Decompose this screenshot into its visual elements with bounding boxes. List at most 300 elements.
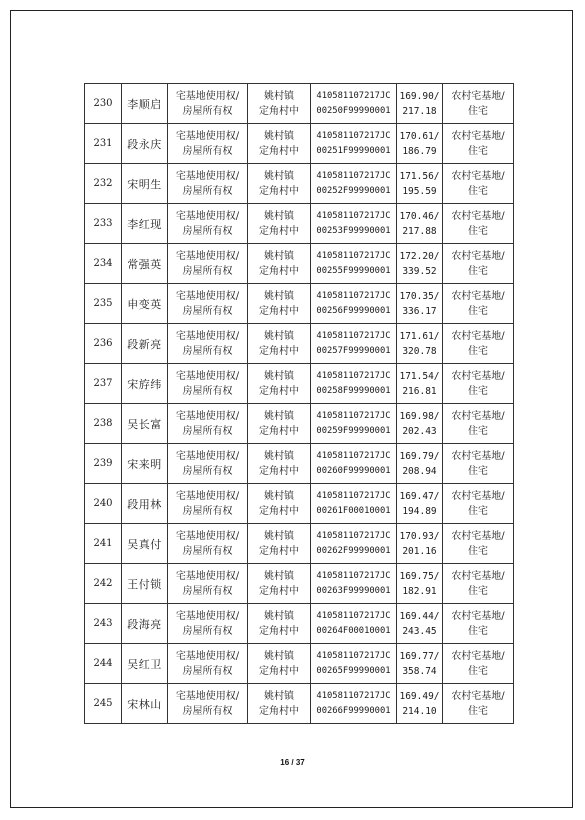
location-line: 姚村镇 bbox=[264, 130, 294, 142]
land-use-line: 农村宅基地/ bbox=[451, 210, 505, 222]
area-line: 217.88 bbox=[402, 225, 437, 237]
unit-code-line: 410581107217JC bbox=[316, 530, 391, 541]
area bbox=[397, 204, 443, 244]
unit-code-line: 00256F99990001 bbox=[316, 305, 391, 316]
land-use-line: 住宅 bbox=[468, 185, 488, 197]
right-type bbox=[168, 164, 248, 204]
location bbox=[248, 204, 311, 244]
unit-code-line: 00260F99990001 bbox=[316, 465, 391, 476]
right-type-line: 宅基地使用权/ bbox=[175, 250, 240, 262]
owner-name bbox=[122, 324, 168, 364]
right-type bbox=[168, 564, 248, 604]
owner-name bbox=[122, 364, 168, 404]
location-line: 定角村中 bbox=[259, 225, 299, 237]
unit-code-line: 410581107217JC bbox=[316, 650, 391, 661]
land-use bbox=[443, 284, 514, 324]
location bbox=[248, 524, 311, 564]
owner-name bbox=[122, 684, 168, 724]
table-row bbox=[85, 484, 514, 524]
row-number-text: 243 bbox=[93, 618, 113, 629]
unit-code-line: 00252F99990001 bbox=[316, 185, 391, 196]
right-type bbox=[168, 284, 248, 324]
row-number bbox=[85, 204, 122, 244]
area-line: 202.43 bbox=[402, 425, 437, 437]
right-type bbox=[168, 364, 248, 404]
location bbox=[248, 324, 311, 364]
row-number bbox=[85, 524, 122, 564]
land-use-line: 农村宅基地/ bbox=[451, 330, 505, 342]
area bbox=[397, 244, 443, 284]
unit-code bbox=[311, 604, 397, 644]
location-line: 定角村中 bbox=[259, 705, 299, 717]
land-use bbox=[443, 604, 514, 644]
area-line: 182.91 bbox=[402, 585, 437, 597]
right-type-line: 房屋所有权 bbox=[182, 145, 233, 157]
location bbox=[248, 684, 311, 724]
area-line: 169.79/ bbox=[399, 450, 440, 462]
land-use-line: 住宅 bbox=[468, 465, 488, 477]
right-type-line: 宅基地使用权/ bbox=[175, 690, 240, 702]
owner-name-text: 申变英 bbox=[127, 297, 162, 311]
owner-name bbox=[122, 484, 168, 524]
location-line: 定角村中 bbox=[259, 585, 299, 597]
land-use-line: 农村宅基地/ bbox=[451, 250, 505, 262]
area bbox=[397, 444, 443, 484]
row-number bbox=[85, 244, 122, 284]
location-line: 定角村中 bbox=[259, 465, 299, 477]
land-use-line: 农村宅基地/ bbox=[451, 610, 505, 622]
row-number bbox=[85, 604, 122, 644]
right-type-line: 房屋所有权 bbox=[182, 385, 233, 397]
area-line: 169.44/ bbox=[399, 610, 440, 622]
table-row bbox=[85, 364, 514, 404]
unit-code-line: 00263F99990001 bbox=[316, 585, 391, 596]
table-row bbox=[85, 324, 514, 364]
land-use-line: 住宅 bbox=[468, 225, 488, 237]
unit-code-line: 00255F99990001 bbox=[316, 265, 391, 276]
row-number-text: 233 bbox=[93, 218, 113, 229]
unit-code bbox=[311, 644, 397, 684]
location bbox=[248, 84, 311, 124]
area-line: 195.59 bbox=[402, 185, 437, 197]
right-type-line: 房屋所有权 bbox=[182, 185, 233, 197]
area bbox=[397, 404, 443, 444]
page-number: 16 / 37 bbox=[280, 758, 305, 767]
land-use bbox=[443, 444, 514, 484]
location-line: 定角村中 bbox=[259, 505, 299, 517]
row-number bbox=[85, 124, 122, 164]
unit-code bbox=[311, 84, 397, 124]
owner-name-text: 吴长富 bbox=[127, 417, 162, 431]
location-line: 姚村镇 bbox=[264, 370, 294, 382]
land-use-line: 住宅 bbox=[468, 145, 488, 157]
land-use bbox=[443, 124, 514, 164]
owner-name-text: 段新亮 bbox=[127, 337, 162, 351]
right-type bbox=[168, 244, 248, 284]
right-type bbox=[168, 684, 248, 724]
right-type-line: 宅基地使用权/ bbox=[175, 170, 240, 182]
land-use-line: 住宅 bbox=[468, 585, 488, 597]
unit-code-line: 410581107217JC bbox=[316, 90, 391, 101]
location bbox=[248, 444, 311, 484]
area bbox=[397, 524, 443, 564]
row-number bbox=[85, 684, 122, 724]
unit-code bbox=[311, 564, 397, 604]
location-line: 姚村镇 bbox=[264, 490, 294, 502]
area bbox=[397, 364, 443, 404]
location-line: 姚村镇 bbox=[264, 410, 294, 422]
location-line: 定角村中 bbox=[259, 665, 299, 677]
right-type-line: 宅基地使用权/ bbox=[175, 530, 240, 542]
unit-code-line: 410581107217JC bbox=[316, 370, 391, 381]
land-use bbox=[443, 204, 514, 244]
location-line: 姚村镇 bbox=[264, 650, 294, 662]
unit-code-line: 410581107217JC bbox=[316, 410, 391, 421]
location bbox=[248, 644, 311, 684]
owner-name bbox=[122, 524, 168, 564]
unit-code-line: 00262F99990001 bbox=[316, 545, 391, 556]
location bbox=[248, 484, 311, 524]
area-line: 243.45 bbox=[402, 625, 437, 637]
area-line: 171.56/ bbox=[399, 170, 440, 182]
owner-name-text: 宋林山 bbox=[127, 697, 162, 711]
land-use bbox=[443, 684, 514, 724]
land-use-line: 住宅 bbox=[468, 385, 488, 397]
land-use bbox=[443, 84, 514, 124]
row-number-text: 235 bbox=[93, 298, 113, 309]
unit-code bbox=[311, 444, 397, 484]
right-type-line: 房屋所有权 bbox=[182, 105, 233, 117]
row-number-text: 231 bbox=[93, 138, 113, 149]
row-number bbox=[85, 644, 122, 684]
land-use-line: 住宅 bbox=[468, 425, 488, 437]
right-type-line: 房屋所有权 bbox=[182, 265, 233, 277]
table-row bbox=[85, 684, 514, 724]
table-row bbox=[85, 164, 514, 204]
right-type-line: 房屋所有权 bbox=[182, 345, 233, 357]
land-use-line: 农村宅基地/ bbox=[451, 130, 505, 142]
land-use bbox=[443, 524, 514, 564]
land-use-line: 住宅 bbox=[468, 345, 488, 357]
owner-name bbox=[122, 284, 168, 324]
location-line: 姚村镇 bbox=[264, 690, 294, 702]
land-use-line: 住宅 bbox=[468, 545, 488, 557]
right-type-line: 宅基地使用权/ bbox=[175, 290, 240, 302]
location-line: 定角村中 bbox=[259, 345, 299, 357]
row-number-text: 238 bbox=[93, 418, 113, 429]
owner-name-text: 段海亮 bbox=[127, 617, 162, 631]
right-type-line: 房屋所有权 bbox=[182, 545, 233, 557]
owner-name-text: 段永庆 bbox=[127, 137, 162, 151]
row-number bbox=[85, 404, 122, 444]
unit-code-line: 410581107217JC bbox=[316, 450, 391, 461]
area bbox=[397, 84, 443, 124]
area-line: 170.93/ bbox=[399, 530, 440, 542]
right-type-line: 宅基地使用权/ bbox=[175, 610, 240, 622]
land-use-line: 农村宅基地/ bbox=[451, 450, 505, 462]
right-type bbox=[168, 124, 248, 164]
area-line: 208.94 bbox=[402, 465, 437, 477]
area bbox=[397, 564, 443, 604]
right-type-line: 宅基地使用权/ bbox=[175, 210, 240, 222]
area-line: 171.61/ bbox=[399, 330, 440, 342]
location bbox=[248, 284, 311, 324]
unit-code bbox=[311, 364, 397, 404]
right-type-line: 房屋所有权 bbox=[182, 225, 233, 237]
right-type-line: 宅基地使用权/ bbox=[175, 490, 240, 502]
location-line: 定角村中 bbox=[259, 185, 299, 197]
row-number bbox=[85, 324, 122, 364]
right-type bbox=[168, 524, 248, 564]
area bbox=[397, 684, 443, 724]
right-type-line: 宅基地使用权/ bbox=[175, 130, 240, 142]
row-number-text: 234 bbox=[93, 258, 113, 269]
owner-name-text: 王付锁 bbox=[127, 577, 162, 591]
location-line: 定角村中 bbox=[259, 425, 299, 437]
owner-name bbox=[122, 84, 168, 124]
unit-code bbox=[311, 484, 397, 524]
right-type-line: 宅基地使用权/ bbox=[175, 370, 240, 382]
location-line: 定角村中 bbox=[259, 545, 299, 557]
location-line: 姚村镇 bbox=[264, 290, 294, 302]
table-row bbox=[85, 644, 514, 684]
land-use-line: 住宅 bbox=[468, 105, 488, 117]
area-line: 320.78 bbox=[402, 345, 437, 357]
location-line: 姚村镇 bbox=[264, 170, 294, 182]
unit-code-line: 00257F99990001 bbox=[316, 345, 391, 356]
owner-name-text: 常强英 bbox=[127, 257, 162, 271]
row-number-text: 237 bbox=[93, 378, 113, 389]
land-use bbox=[443, 244, 514, 284]
unit-code-line: 00251F99990001 bbox=[316, 145, 391, 156]
unit-code-line: 00265F99990001 bbox=[316, 665, 391, 676]
land-use bbox=[443, 404, 514, 444]
location-line: 姚村镇 bbox=[264, 530, 294, 542]
land-use bbox=[443, 324, 514, 364]
owner-name-text: 宋斿纬 bbox=[127, 377, 162, 391]
right-type-line: 宅基地使用权/ bbox=[175, 650, 240, 662]
area bbox=[397, 324, 443, 364]
right-type bbox=[168, 484, 248, 524]
table-row bbox=[85, 284, 514, 324]
right-type bbox=[168, 444, 248, 484]
owner-name bbox=[122, 564, 168, 604]
row-number-text: 230 bbox=[93, 98, 113, 109]
row-number bbox=[85, 484, 122, 524]
owner-name bbox=[122, 204, 168, 244]
owner-name bbox=[122, 124, 168, 164]
row-number bbox=[85, 444, 122, 484]
right-type bbox=[168, 84, 248, 124]
land-use-line: 农村宅基地/ bbox=[451, 170, 505, 182]
area-line: 336.17 bbox=[402, 305, 437, 317]
table-row bbox=[85, 604, 514, 644]
area-line: 170.46/ bbox=[399, 210, 440, 222]
area-line: 358.74 bbox=[402, 665, 437, 677]
area-line: 169.47/ bbox=[399, 490, 440, 502]
owner-name bbox=[122, 644, 168, 684]
area-line: 172.20/ bbox=[399, 250, 440, 262]
right-type-line: 房屋所有权 bbox=[182, 625, 233, 637]
row-number-text: 236 bbox=[93, 338, 113, 349]
row-number-text: 245 bbox=[93, 698, 113, 709]
location-line: 定角村中 bbox=[259, 265, 299, 277]
row-number-text: 239 bbox=[93, 458, 113, 469]
row-number-text: 241 bbox=[93, 538, 113, 549]
owner-name-text: 李红现 bbox=[127, 217, 162, 231]
right-type bbox=[168, 324, 248, 364]
unit-code-line: 410581107217JC bbox=[316, 490, 391, 501]
right-type-line: 房屋所有权 bbox=[182, 665, 233, 677]
land-use-line: 农村宅基地/ bbox=[451, 410, 505, 422]
unit-code bbox=[311, 524, 397, 564]
unit-code-line: 410581107217JC bbox=[316, 250, 391, 261]
table-row bbox=[85, 444, 514, 484]
area bbox=[397, 644, 443, 684]
location-line: 姚村镇 bbox=[264, 570, 294, 582]
location bbox=[248, 604, 311, 644]
owner-name-text: 李顺启 bbox=[127, 97, 162, 111]
table-row bbox=[85, 84, 514, 124]
location-line: 姚村镇 bbox=[264, 210, 294, 222]
land-use-line: 农村宅基地/ bbox=[451, 690, 505, 702]
unit-code-line: 410581107217JC bbox=[316, 330, 391, 341]
land-use-line: 住宅 bbox=[468, 625, 488, 637]
land-use bbox=[443, 644, 514, 684]
area bbox=[397, 604, 443, 644]
land-use-line: 农村宅基地/ bbox=[451, 370, 505, 382]
table-row bbox=[85, 124, 514, 164]
area-line: 170.61/ bbox=[399, 130, 440, 142]
land-use-line: 农村宅基地/ bbox=[451, 290, 505, 302]
unit-code bbox=[311, 684, 397, 724]
row-number bbox=[85, 564, 122, 604]
area-line: 169.77/ bbox=[399, 650, 440, 662]
right-type-line: 房屋所有权 bbox=[182, 425, 233, 437]
unit-code-line: 410581107217JC bbox=[316, 570, 391, 581]
table-row bbox=[85, 204, 514, 244]
unit-code-line: 00261F00010001 bbox=[316, 505, 391, 516]
location-line: 定角村中 bbox=[259, 625, 299, 637]
location-line: 姚村镇 bbox=[264, 330, 294, 342]
area-line: 169.49/ bbox=[399, 690, 440, 702]
area-line: 170.35/ bbox=[399, 290, 440, 302]
unit-code-line: 00266F99990001 bbox=[316, 705, 391, 716]
right-type-line: 宅基地使用权/ bbox=[175, 570, 240, 582]
area bbox=[397, 124, 443, 164]
unit-code-line: 410581107217JC bbox=[316, 130, 391, 141]
owner-name-text: 宋来明 bbox=[127, 457, 162, 471]
owner-name bbox=[122, 604, 168, 644]
location bbox=[248, 404, 311, 444]
location-line: 定角村中 bbox=[259, 385, 299, 397]
unit-code bbox=[311, 404, 397, 444]
land-use-line: 住宅 bbox=[468, 705, 488, 717]
owner-name bbox=[122, 164, 168, 204]
land-use-line: 农村宅基地/ bbox=[451, 570, 505, 582]
owner-name bbox=[122, 444, 168, 484]
right-type-line: 房屋所有权 bbox=[182, 305, 233, 317]
unit-code bbox=[311, 324, 397, 364]
unit-code-line: 410581107217JC bbox=[316, 170, 391, 181]
land-use-line: 农村宅基地/ bbox=[451, 650, 505, 662]
property-register-table bbox=[84, 83, 514, 724]
land-use-line: 住宅 bbox=[468, 505, 488, 517]
area-line: 169.90/ bbox=[399, 90, 440, 102]
area bbox=[397, 484, 443, 524]
row-number bbox=[85, 284, 122, 324]
land-use bbox=[443, 364, 514, 404]
area-line: 169.75/ bbox=[399, 570, 440, 582]
unit-code-line: 00259F99990001 bbox=[316, 425, 391, 436]
owner-name-text: 吴红卫 bbox=[127, 657, 162, 671]
right-type-line: 宅基地使用权/ bbox=[175, 410, 240, 422]
right-type-line: 宅基地使用权/ bbox=[175, 450, 240, 462]
area-line: 339.52 bbox=[402, 265, 437, 277]
row-number-text: 232 bbox=[93, 178, 113, 189]
location bbox=[248, 364, 311, 404]
right-type-line: 房屋所有权 bbox=[182, 585, 233, 597]
location bbox=[248, 564, 311, 604]
owner-name bbox=[122, 244, 168, 284]
area-line: 194.89 bbox=[402, 505, 437, 517]
table-row bbox=[85, 404, 514, 444]
location bbox=[248, 164, 311, 204]
area-line: 201.16 bbox=[402, 545, 437, 557]
area-line: 217.18 bbox=[402, 105, 437, 117]
right-type-line: 房屋所有权 bbox=[182, 505, 233, 517]
land-use-line: 农村宅基地/ bbox=[451, 490, 505, 502]
right-type bbox=[168, 604, 248, 644]
table-row bbox=[85, 524, 514, 564]
right-type bbox=[168, 644, 248, 684]
location-line: 姚村镇 bbox=[264, 90, 294, 102]
row-number-text: 242 bbox=[93, 578, 113, 589]
land-use bbox=[443, 164, 514, 204]
table-row bbox=[85, 244, 514, 284]
unit-code bbox=[311, 164, 397, 204]
table-row bbox=[85, 564, 514, 604]
location-line: 姚村镇 bbox=[264, 610, 294, 622]
area-line: 171.54/ bbox=[399, 370, 440, 382]
land-use-line: 住宅 bbox=[468, 665, 488, 677]
location-line: 姚村镇 bbox=[264, 450, 294, 462]
land-use bbox=[443, 484, 514, 524]
right-type-line: 宅基地使用权/ bbox=[175, 90, 240, 102]
right-type bbox=[168, 204, 248, 244]
row-number-text: 244 bbox=[93, 658, 113, 669]
owner-name-text: 吴真付 bbox=[127, 537, 162, 551]
right-type-line: 房屋所有权 bbox=[182, 465, 233, 477]
row-number-text: 240 bbox=[93, 498, 113, 509]
unit-code-line: 410581107217JC bbox=[316, 690, 391, 701]
location bbox=[248, 244, 311, 284]
row-number bbox=[85, 364, 122, 404]
area-line: 169.98/ bbox=[399, 410, 440, 422]
unit-code bbox=[311, 284, 397, 324]
right-type bbox=[168, 404, 248, 444]
area bbox=[397, 164, 443, 204]
area-line: 186.79 bbox=[402, 145, 437, 157]
owner-name-text: 段用林 bbox=[127, 497, 162, 511]
unit-code bbox=[311, 204, 397, 244]
unit-code-line: 00258F99990001 bbox=[316, 385, 391, 396]
owner-name bbox=[122, 404, 168, 444]
right-type-line: 宅基地使用权/ bbox=[175, 330, 240, 342]
unit-code-line: 410581107217JC bbox=[316, 290, 391, 301]
location-line: 姚村镇 bbox=[264, 250, 294, 262]
area-line: 216.81 bbox=[402, 385, 437, 397]
